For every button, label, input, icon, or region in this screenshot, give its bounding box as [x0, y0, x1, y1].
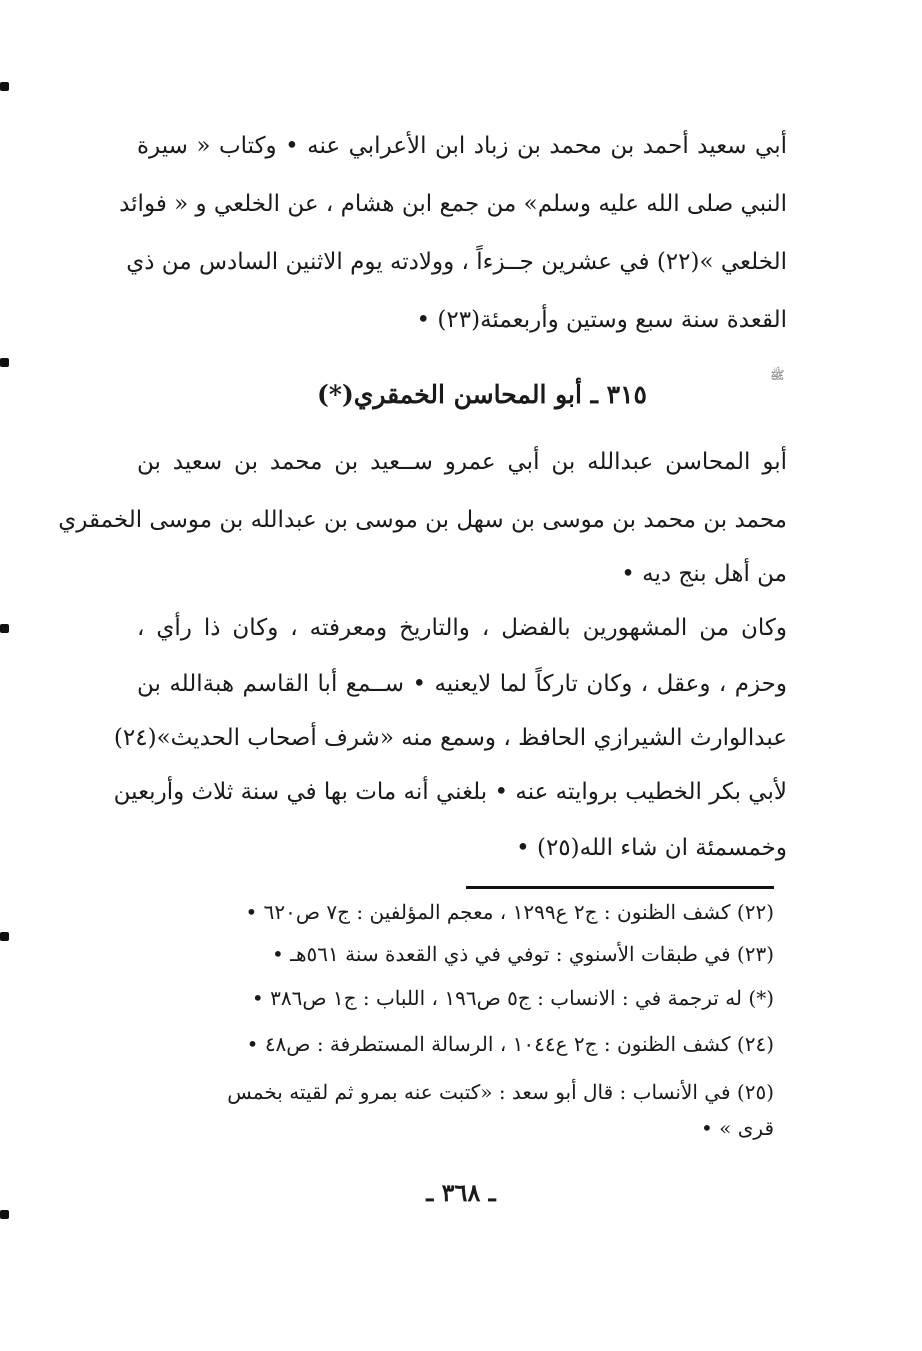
stray-mark: ﷺ — [770, 368, 785, 382]
body-line: لأبي بكر الخطيب بروايته عنه • بلغني أنه مات بها في سنة ثلاث وأربعين — [113, 779, 787, 805]
body-line: الخلعي »(٢٢) في عشرين جــزءاً ، وولادته يوم الاثنين السادس من ذي — [126, 249, 787, 275]
body-line: القعدة سنة سبع وستين وأربعمئة(٢٣) • — [416, 307, 787, 333]
footnote-line: قرى » • — [701, 1116, 774, 1140]
page-number: ـ ٣٦٨ ـ — [426, 1178, 496, 1207]
scan-edge-mark — [0, 1210, 9, 1219]
scan-edge-mark — [0, 624, 9, 633]
body-line: عبدالوارث الشيرازي الحافظ ، وسمع منه «شرف أصحاب الحديث»(٢٤) — [113, 725, 787, 751]
scan-edge-mark — [0, 932, 9, 941]
scan-edge-mark — [0, 358, 9, 367]
footnote-line: (*) له ترجمة في : الانساب : ج٥ ص١٩٦ ، اللباب : ج١ ص٣٨٦ • — [251, 986, 774, 1010]
entry-heading: ٣١٥ ـ أبو المحاسن الخمقري(*) — [317, 380, 647, 409]
body-line: أبي سعيد أحمد بن محمد بن زباد ابن الأعرابي عنه • وكتاب « سيرة — [137, 133, 787, 159]
body-line: من أهل بنج ديه • — [621, 561, 787, 587]
body-line: أبو المحاسن عبدالله بن أبي عمرو ســعيد بن محمد بن سعيد بن — [137, 449, 787, 475]
body-line: وخمسمئة ان شاء الله(٢٥) • — [516, 835, 787, 861]
body-line: وكان من المشهورين بالفضل ، والتاريخ ومعرفته ، وكان ذا رأي ، — [137, 615, 787, 641]
footnote-line: (٢٣) في طبقات الأسنوي : توفي في ذي القعدة سنة ٥٦١هـ • — [271, 942, 774, 966]
footnote-line: (٢٤) كشف الظنون : ج٢ ع١٠٤٤ ، الرسالة المستطرفة : ص٤٨ • — [246, 1032, 774, 1056]
footnote-line: (٢٢) كشف الظنون : ج٢ ع١٢٩٩ ، معجم المؤلفين : ج٧ ص٦٢٠ • — [245, 900, 774, 924]
body-line: محمد بن محمد بن موسى بن سهل بن موسى بن عبدالله بن موسى الخمقري — [58, 507, 787, 533]
footnote-line: (٢٥) في الأنساب : قال أبو سعد : «كتبت عنه بمرو ثم لقيته بخمس — [227, 1080, 774, 1104]
body-line: وحزم ، وعقل ، وكان تاركاً لما لايعنيه • ســمع أبا القاسم هبةالله بن — [137, 671, 787, 697]
scan-edge-mark — [0, 82, 9, 91]
footnote-separator — [466, 886, 774, 889]
body-line: النبي صلى الله عليه وسلم» من جمع ابن هشام ، عن الخلعي و « فوائد — [119, 191, 787, 217]
